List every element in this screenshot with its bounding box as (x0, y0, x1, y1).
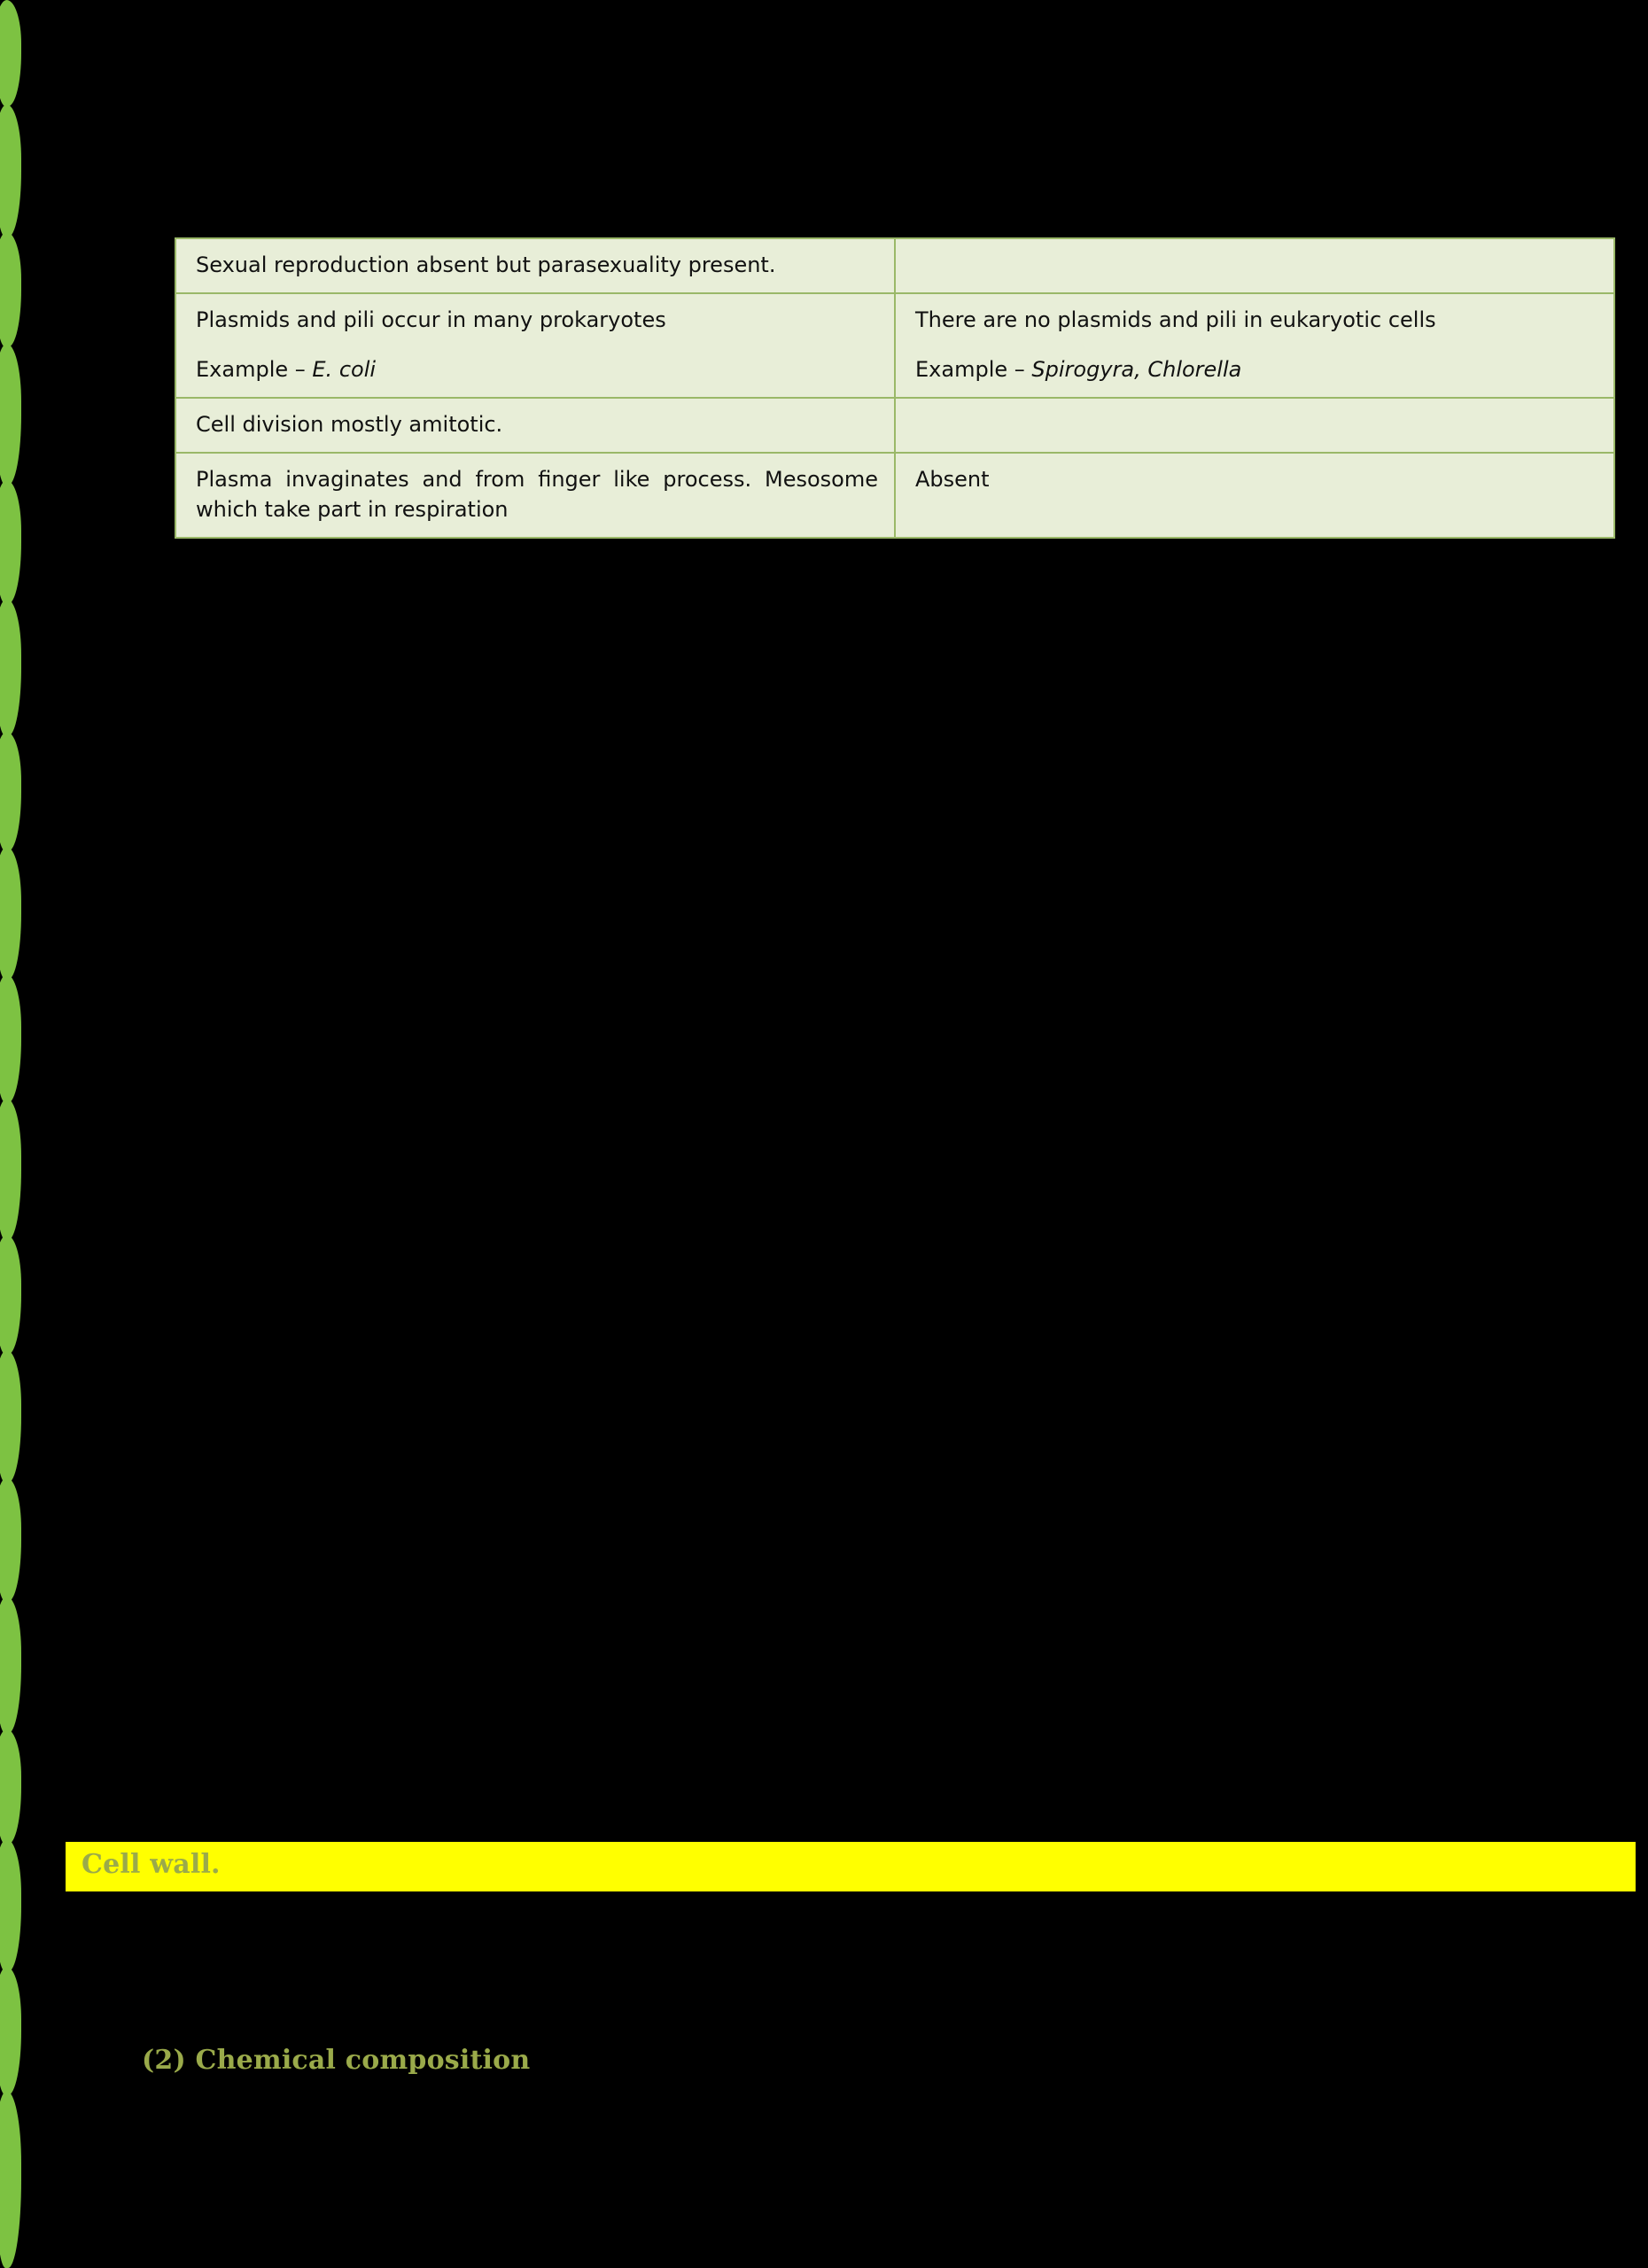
table-row (175, 238, 1614, 293)
comparison-table-container (175, 237, 1539, 539)
species-name: E. coli (312, 357, 377, 383)
table-row (175, 453, 1614, 538)
highlighted-heading-text: Cell wall. (82, 1849, 221, 1880)
table-cell-left (175, 453, 895, 538)
table-cell-left (175, 238, 895, 293)
cell-text: There are no plasmids and pili in eukaryotic cells (915, 307, 1436, 333)
section-subheading: (2) Chemical composition (142, 2045, 531, 2076)
cell-example-text: Example – Spirogyra, Chlorella (915, 357, 1242, 383)
table-cell-right-empty (895, 398, 1614, 453)
table-row (175, 293, 1614, 398)
page-edge-decoration (0, 0, 34, 2268)
cell-text: Cell division mostly amitotic. (196, 412, 503, 438)
table-cell-left (175, 398, 895, 453)
species-name: Spirogyra, Chlorella (1031, 357, 1242, 383)
prokaryote-eukaryote-comparison-table (175, 237, 1615, 539)
table-cell-right-empty (895, 238, 1614, 293)
cell-text: Sexual reproduction absent but parasexuality present. (196, 252, 776, 277)
highlighted-heading-band (66, 1842, 1636, 1891)
cell-example-text: Example – E. coli (196, 357, 377, 383)
table-cell-right (895, 293, 1614, 398)
cell-text: Plasmids and pili occur in many prokaryotes (196, 307, 666, 333)
table-cell-left (175, 293, 895, 398)
table-cell-right (895, 453, 1614, 538)
cell-text: Plasma invaginates and from finger like process. Mesosome which take part in respiration (196, 467, 878, 523)
table-row (175, 398, 1614, 453)
cell-text: Absent (915, 467, 990, 493)
